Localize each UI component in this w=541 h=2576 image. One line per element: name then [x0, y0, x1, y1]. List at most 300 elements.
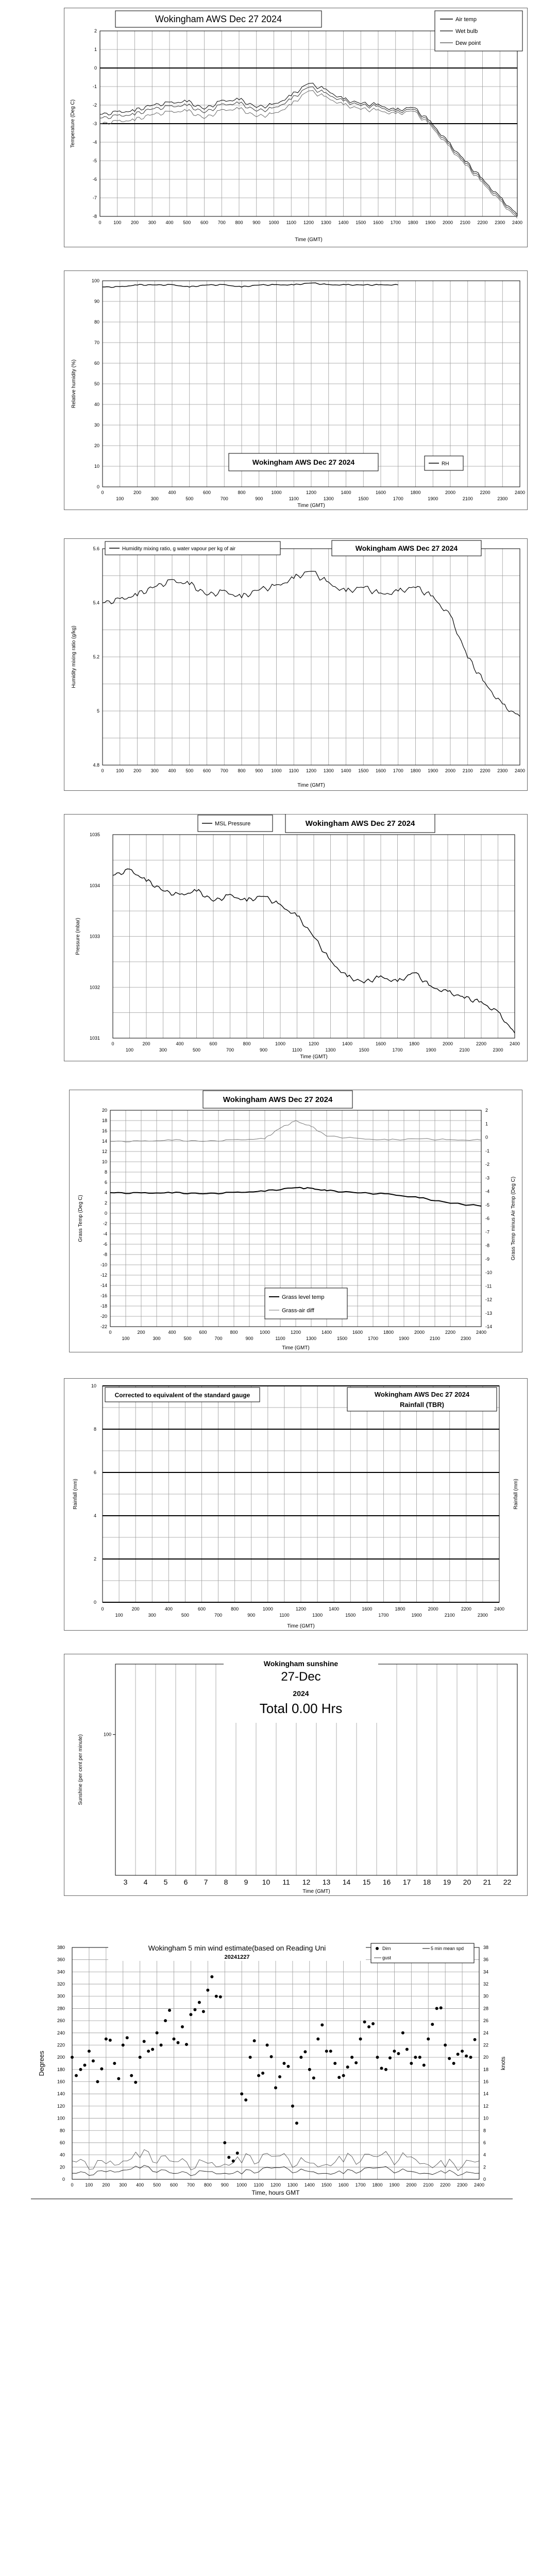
x-tick-label: 2100: [444, 1613, 455, 1618]
y-tick-label: -20: [100, 1314, 107, 1319]
direction-point: [312, 2076, 315, 2079]
legend-label: Grass level temp: [282, 1294, 325, 1300]
y-tick-label: 40: [94, 402, 99, 407]
x-tick-label: 1500: [356, 220, 366, 225]
x-tick-label: 2400: [494, 1606, 505, 1612]
x-tick-label: 1200: [270, 2182, 281, 2188]
direction-point: [249, 2056, 252, 2059]
direction-point: [444, 2043, 447, 2046]
y-tick-label: -10: [100, 1262, 107, 1267]
x-tick-label: 700: [220, 496, 228, 501]
direction-point: [350, 2056, 353, 2059]
direction-point: [168, 2009, 171, 2012]
y-tick-label: 12: [102, 1149, 107, 1154]
x-tick-label: 300: [159, 1047, 167, 1053]
x-tick-label: 1700: [378, 1613, 389, 1618]
x-tick-label: 0: [111, 1041, 114, 1046]
x-axis-label: Time (GMT): [282, 1345, 310, 1351]
y-right-tick-label: 38: [483, 1945, 489, 1950]
direction-point: [274, 2086, 277, 2089]
x-tick-label: 2200: [476, 1041, 487, 1046]
x-axis-label: Time (GMT): [287, 1623, 315, 1629]
direction-point: [257, 2074, 260, 2077]
direction-point: [448, 2057, 451, 2060]
y-tick-label: 5.4: [93, 600, 99, 605]
y-axis-label: Degrees: [38, 2050, 45, 2076]
x-tick-label: 0: [101, 490, 104, 495]
chart-8-svg: [31, 1941, 513, 2204]
direction-point: [270, 2055, 273, 2058]
y-tick-label: 20: [59, 2164, 65, 2170]
y-axis-label: Rainfall (mm): [73, 1479, 78, 1510]
x-tick-label: 500: [185, 496, 194, 501]
x-tick-label: 1500: [358, 496, 369, 501]
x-tick-label: 2300: [497, 768, 508, 773]
x-tick-label: 500: [153, 2182, 161, 2188]
x-tick-label: 1900: [425, 220, 436, 225]
chart-frame: [64, 271, 528, 510]
y-right-tick-label: -6: [485, 1216, 490, 1221]
y-tick-label: 100: [103, 1732, 111, 1737]
y-axis-label: Relative humidity (%): [71, 359, 77, 409]
y-right-axis-label: Grass Temp minus Air Temp (Deg C): [511, 1176, 516, 1261]
y-right-tick-label: -12: [485, 1297, 493, 1302]
x-tick-label: 200: [142, 1041, 150, 1046]
x-tick-label: 1100: [292, 1047, 302, 1053]
chart-title: Wokingham sunshine: [263, 1659, 339, 1668]
y-tick-label: 10: [91, 1383, 96, 1388]
x-tick-label: 400: [136, 2182, 144, 2188]
direction-point: [286, 2065, 290, 2068]
x-tick-label: 3: [123, 1878, 128, 1886]
x-axis-label: Time (GMT): [300, 1054, 328, 1060]
y-tick-label: 4: [93, 1513, 96, 1518]
chart-panel-6: [64, 1378, 528, 1631]
y-right-tick-label: 20: [483, 2055, 489, 2060]
y-tick-label: 70: [94, 340, 99, 345]
x-tick-label: 7: [204, 1878, 208, 1886]
y-tick-label: 0: [93, 1600, 96, 1605]
x-tick-label: 1700: [390, 220, 401, 225]
y-tick-label: 1034: [89, 883, 100, 888]
x-tick-label: 9: [244, 1878, 248, 1886]
x-tick-label: 800: [238, 768, 246, 773]
direction-point: [139, 2056, 142, 2059]
x-tick-label: 1800: [395, 1606, 405, 1612]
x-tick-label: 100: [85, 2182, 93, 2188]
x-tick-label: 1700: [393, 496, 403, 501]
x-tick-label: 2000: [406, 2182, 417, 2188]
y-tick-label: 60: [59, 2140, 65, 2145]
direction-point: [308, 2068, 311, 2071]
chart-total: Total 0.00 Hrs: [259, 1701, 343, 1716]
direction-point: [435, 2007, 438, 2010]
y-tick-label: 10: [94, 464, 99, 469]
direction-point: [376, 2056, 379, 2059]
y-right-tick-label: -3: [485, 1175, 490, 1181]
x-tick-label: 1700: [392, 1047, 403, 1053]
x-tick-label: 2300: [497, 496, 508, 501]
y-tick-label: 2: [104, 1200, 107, 1206]
direction-point: [380, 2066, 383, 2070]
x-tick-label: 1800: [409, 1041, 420, 1046]
x-tick-label: 2200: [480, 490, 491, 495]
x-tick-label: 1200: [306, 490, 317, 495]
x-tick-label: 1500: [359, 1047, 369, 1053]
y-axis-label: Sunshine (per cent per minute): [78, 1734, 83, 1805]
x-tick-label: 400: [165, 220, 174, 225]
x-tick-label: 700: [214, 1336, 223, 1341]
x-tick-label: 2200: [477, 220, 488, 225]
y-right-tick-label: -5: [485, 1202, 490, 1208]
y-right-tick-label: 26: [483, 2018, 489, 2024]
direction-point: [227, 2156, 230, 2159]
direction-point: [266, 2043, 269, 2046]
x-tick-label: 1100: [289, 496, 299, 501]
y-right-tick-label: 30: [483, 1993, 489, 1999]
x-tick-label: 100: [115, 1613, 123, 1618]
x-tick-label: 0: [109, 1330, 112, 1335]
x-tick-label: 2000: [442, 220, 453, 225]
y-tick-label: 6: [104, 1180, 107, 1185]
x-tick-label: 1500: [321, 2182, 332, 2188]
y-tick-label: 280: [57, 2006, 65, 2011]
x-tick-label: 200: [131, 1606, 140, 1612]
x-tick-label: 400: [168, 490, 176, 495]
direction-point: [474, 2038, 477, 2041]
x-tick-label: 1000: [275, 1041, 286, 1046]
direction-point: [219, 1995, 222, 1998]
y-right-tick-label: -1: [485, 1148, 490, 1154]
direction-point: [105, 2038, 108, 2041]
x-tick-label: 2200: [440, 2182, 451, 2188]
chart-title: Wokingham AWS Dec 27 2024: [155, 14, 282, 24]
x-tick-label: 600: [202, 490, 211, 495]
x-tick-label: 1200: [290, 1330, 301, 1335]
x-tick-label: 1000: [271, 768, 282, 773]
x-tick-label: 2300: [460, 1336, 471, 1341]
y-tick-label: 50: [94, 381, 99, 386]
x-tick-label: 14: [342, 1878, 351, 1886]
y-tick-label: -18: [100, 1303, 107, 1309]
direction-point: [299, 2056, 302, 2059]
x-tick-label: 1600: [373, 220, 384, 225]
x-tick-label: 5: [163, 1878, 168, 1886]
y-tick-label: -2: [92, 103, 97, 108]
direction-point: [371, 2022, 375, 2025]
direction-point: [83, 2064, 86, 2067]
y-right-tick-label: 2: [485, 1108, 488, 1113]
x-tick-label: 1400: [341, 490, 351, 495]
x-tick-label: 0: [71, 2182, 74, 2188]
x-tick-label: 1700: [355, 2182, 366, 2188]
x-tick-label: 1100: [289, 768, 299, 773]
x-tick-label: 800: [231, 1606, 239, 1612]
x-tick-label: 1900: [389, 2182, 400, 2188]
x-tick-label: 900: [247, 1613, 256, 1618]
y-tick-label: -14: [100, 1283, 107, 1288]
y-tick-label: 1033: [89, 934, 100, 939]
chart-panel-2: [64, 270, 528, 510]
x-tick-label: 1000: [271, 490, 282, 495]
x-tick-label: 2400: [509, 1041, 520, 1046]
direction-point: [185, 2043, 188, 2046]
x-tick-label: 200: [133, 490, 142, 495]
x-tick-label: 1300: [287, 2182, 298, 2188]
y-tick-label: 1035: [89, 832, 100, 837]
chart-title: Wokingham AWS Dec 27 2024: [374, 1391, 470, 1398]
x-axis-label: Time (GMT): [297, 503, 325, 509]
direction-point: [333, 2062, 336, 2065]
x-tick-label: 300: [148, 1613, 156, 1618]
y-tick-label: 160: [57, 2079, 65, 2084]
y-right-tick-label: 32: [483, 1981, 489, 1987]
y-right-tick-label: 14: [483, 2091, 489, 2097]
x-tick-label: 1000: [236, 2182, 247, 2188]
x-tick-label: 1200: [306, 768, 317, 773]
direction-point: [147, 2049, 150, 2053]
y-tick-label: 200: [57, 2055, 65, 2060]
x-tick-label: 1900: [428, 496, 438, 501]
x-tick-label: 600: [209, 1041, 217, 1046]
x-tick-label: 1200: [308, 1041, 319, 1046]
x-tick-label: 2100: [423, 2182, 434, 2188]
y-tick-label: 20: [94, 443, 99, 448]
direction-point: [215, 1995, 218, 1998]
x-tick-label: 800: [230, 1330, 238, 1335]
y-right-tick-label: 10: [483, 2115, 489, 2121]
chart-year: 2024: [293, 1689, 309, 1698]
y-tick-label: -6: [103, 1242, 107, 1247]
direction-point: [320, 2023, 324, 2026]
x-tick-label: 2300: [457, 2182, 468, 2188]
x-tick-label: 1800: [372, 2182, 383, 2188]
x-tick-label: 17: [402, 1878, 411, 1886]
direction-point: [88, 2049, 91, 2053]
direction-point: [75, 2074, 78, 2077]
y-tick-label: -1: [92, 84, 97, 89]
y-tick-label: 20: [102, 1108, 107, 1113]
chart-panel-5: [69, 1090, 522, 1352]
y-tick-label: -16: [100, 1293, 107, 1298]
x-tick-label: 1200: [303, 220, 314, 225]
x-tick-label: 500: [183, 220, 191, 225]
x-tick-label: 13: [322, 1878, 331, 1886]
direction-point: [418, 2056, 421, 2059]
x-tick-label: 2400: [512, 220, 523, 225]
x-tick-label: 1400: [341, 768, 351, 773]
y-tick-label: 240: [57, 2030, 65, 2036]
direction-point: [329, 2049, 332, 2053]
direction-point: [431, 2023, 434, 2026]
direction-point: [253, 2039, 256, 2042]
x-tick-label: 16: [382, 1878, 391, 1886]
y-tick-label: 0: [94, 65, 97, 71]
direction-point: [427, 2038, 430, 2041]
x-tick-label: 1400: [338, 220, 349, 225]
direction-point: [346, 2065, 349, 2069]
y-right-tick-label: -14: [485, 1324, 493, 1329]
direction-point: [202, 2010, 205, 2013]
chart-3-svg: [64, 538, 528, 791]
x-tick-label: 400: [176, 1041, 184, 1046]
x-tick-label: 900: [255, 496, 263, 501]
x-tick-label: 1100: [279, 1613, 290, 1618]
x-tick-label: 100: [116, 768, 124, 773]
direction-point: [393, 2049, 396, 2053]
x-tick-label: 500: [181, 1613, 189, 1618]
x-tick-label: 800: [204, 2182, 212, 2188]
direction-point: [117, 2077, 120, 2080]
x-tick-label: 2300: [495, 220, 505, 225]
x-tick-label: 300: [148, 220, 156, 225]
x-tick-label: 0: [101, 1606, 104, 1612]
x-tick-label: 1400: [321, 1330, 332, 1335]
x-tick-label: 11: [282, 1878, 290, 1886]
chart-title: Wokingham AWS Dec 27 2024: [223, 1095, 333, 1104]
x-tick-label: 4: [143, 1878, 148, 1886]
y-tick-label: 300: [57, 1993, 65, 1999]
x-tick-label: 100: [116, 496, 124, 501]
x-tick-label: 2000: [445, 490, 456, 495]
x-tick-label: 800: [238, 490, 246, 495]
x-tick-label: 300: [150, 768, 159, 773]
chart-panel-7: [64, 1654, 528, 1896]
x-tick-label: 1700: [393, 768, 403, 773]
legend-label: Dew point: [455, 40, 481, 46]
y-tick-label: 90: [94, 299, 99, 304]
y-tick-label: 4.8: [93, 762, 99, 768]
y-right-axis-label: Rainfall (mm): [513, 1479, 519, 1510]
y-axis-label: Pressure (mbar): [75, 918, 81, 955]
direction-point: [223, 2141, 226, 2144]
direction-point: [206, 1989, 209, 1992]
y-tick-label: -3: [92, 121, 97, 126]
direction-point: [198, 2001, 201, 2004]
y-tick-label: 40: [59, 2152, 65, 2158]
direction-point: [316, 2038, 319, 2041]
x-tick-label: 200: [130, 220, 139, 225]
x-tick-label: 1000: [268, 220, 279, 225]
x-tick-label: 1300: [323, 496, 334, 501]
x-tick-label: 1000: [262, 1606, 273, 1612]
y-tick-label: 5.2: [93, 654, 99, 659]
y-tick-label: 18: [102, 1118, 107, 1123]
x-tick-label: 400: [168, 768, 176, 773]
y-tick-label: -7: [92, 195, 97, 200]
chart-title: Wokingham AWS Dec 27 2024: [305, 819, 415, 828]
direction-point: [401, 2031, 404, 2035]
direction-point: [303, 2050, 307, 2054]
x-tick-label: 1800: [410, 490, 421, 495]
y-right-tick-label: -4: [485, 1189, 490, 1194]
y-right-tick-label: 12: [483, 2103, 489, 2109]
x-tick-label: 2100: [460, 220, 470, 225]
y-tick-label: 380: [57, 1945, 65, 1950]
x-tick-label: 300: [153, 1336, 161, 1341]
x-tick-label: 600: [170, 2182, 178, 2188]
y-right-tick-label: -7: [485, 1229, 490, 1235]
direction-point: [452, 2062, 455, 2065]
x-tick-label: 500: [185, 768, 194, 773]
y-tick-label: -2: [103, 1221, 107, 1226]
y-tick-label: -12: [100, 1273, 107, 1278]
legend-label: Grass-air diff: [282, 1308, 314, 1314]
y-tick-label: -8: [92, 214, 97, 219]
x-tick-label: 1800: [410, 768, 421, 773]
y-right-tick-label: 0: [483, 2177, 486, 2182]
x-tick-label: 1900: [426, 1047, 436, 1053]
y-right-tick-label: 28: [483, 2006, 489, 2011]
direction-point: [109, 2039, 112, 2042]
x-tick-label: 300: [119, 2182, 127, 2188]
chart-date: 27-Dec: [281, 1670, 321, 1684]
x-tick-label: 1700: [367, 1336, 379, 1341]
direction-point: [384, 2068, 387, 2071]
direction-point: [134, 2081, 137, 2084]
y-tick-label: 260: [57, 2018, 65, 2024]
y-tick-label: 2: [94, 28, 97, 33]
y-tick-label: 5.6: [93, 546, 99, 551]
x-tick-label: 15: [362, 1878, 371, 1886]
y-tick-label: 16: [102, 1128, 107, 1133]
direction-point: [164, 2019, 167, 2022]
chart-annotation: Corrected to equivalent of the standard gauge: [114, 1392, 250, 1399]
x-tick-label: 700: [217, 220, 226, 225]
x-tick-label: 1400: [342, 1041, 353, 1046]
y-tick-label: -4: [92, 140, 97, 145]
x-tick-label: 1800: [383, 1330, 394, 1335]
y-tick-label: 0: [104, 1211, 107, 1216]
x-tick-label: 1000: [259, 1330, 270, 1335]
direction-point: [359, 2038, 362, 2041]
x-tick-label: 2000: [428, 1606, 438, 1612]
y-tick-label: 1031: [89, 1036, 100, 1041]
y-tick-label: 80: [59, 2128, 65, 2133]
direction-point: [210, 1975, 213, 1978]
x-tick-label: 1900: [398, 1336, 410, 1341]
x-tick-label: 2300: [493, 1047, 503, 1053]
x-tick-label: 21: [483, 1878, 492, 1886]
legend-label: 5 min mean spd: [431, 1946, 464, 1951]
x-tick-label: 100: [122, 1336, 130, 1341]
legend-label: Dirn: [382, 1946, 391, 1951]
x-tick-label: 800: [235, 220, 243, 225]
direction-point: [295, 2122, 298, 2125]
x-tick-label: 2100: [462, 496, 473, 501]
y-tick-label: 360: [57, 1957, 65, 1962]
x-tick-label: 900: [252, 220, 261, 225]
x-tick-label: 300: [150, 496, 159, 501]
chart-subtitle: Rainfall (TBR): [400, 1401, 444, 1409]
x-tick-label: 1900: [428, 768, 438, 773]
direction-point: [122, 2043, 125, 2046]
direction-point: [422, 2064, 426, 2067]
y-right-tick-label: 0: [485, 1134, 488, 1140]
legend-box: [265, 1288, 347, 1319]
direction-point: [143, 2040, 146, 2043]
direction-point: [96, 2080, 99, 2083]
y-tick-label: 10: [102, 1159, 107, 1164]
y-right-tick-label: 16: [483, 2079, 489, 2084]
x-tick-label: 2400: [514, 490, 526, 495]
x-axis-label: Time (GMT): [295, 237, 323, 243]
chart-panel-4: [64, 814, 528, 1061]
x-tick-label: 2300: [477, 1613, 488, 1618]
legend-label: gust: [382, 1955, 392, 1960]
y-axis-label: Temperature (Deg C): [70, 99, 76, 148]
chart-4-svg: [64, 814, 528, 1061]
